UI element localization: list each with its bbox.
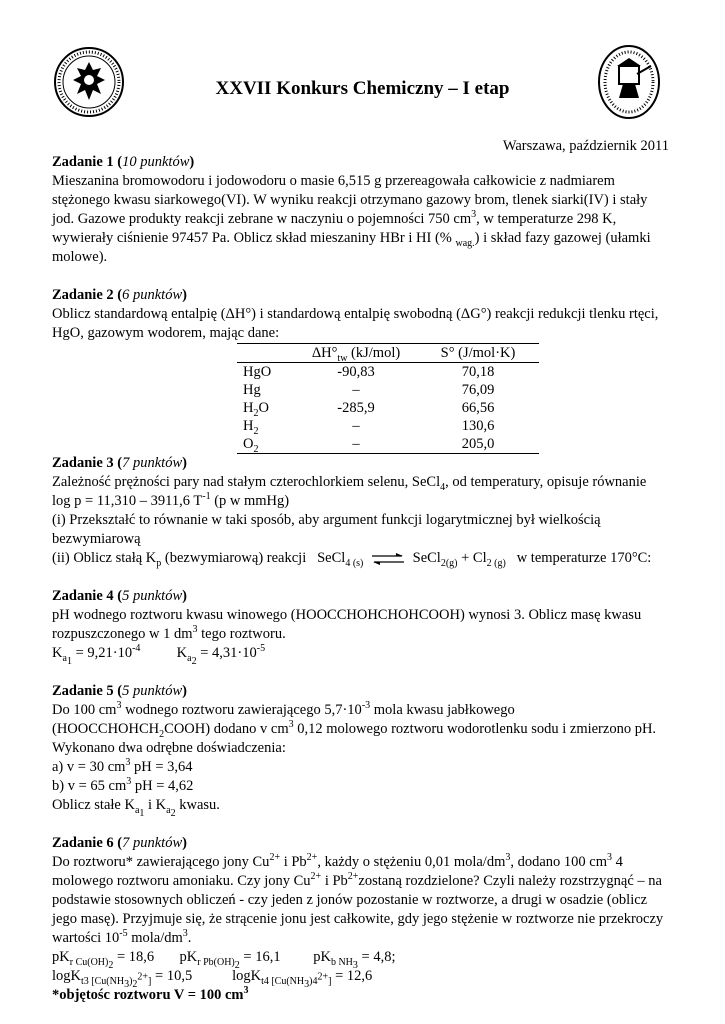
- task-2-heading: Zadanie 2 (6 punktów): [52, 287, 187, 303]
- task-5-heading: Zadanie 5 (5 punktów): [52, 683, 187, 699]
- page-title: XXVII Konkurs Chemiczny – I etap: [215, 78, 510, 99]
- task-1-line: stężonego kwasu siarkowego(VI). W wyniku reakcji otrzymano gazowy brom, tlenek siarki(IV) i stały: [52, 192, 648, 208]
- task-6-line: podstawie stosownych obliczeń - czy jeden z jonów pozostanie w roztworze, a drugi w osadzie (oblicz: [52, 892, 648, 908]
- task-2-line: HgO, gazowym wodorem, mając dane:: [52, 325, 280, 341]
- task-6: [52, 834, 672, 1005]
- task-6-line: molowego roztworu amoniaku. Czy jony $Cu^{2+}$ i $Pb^{2+}zostaną$ rozdzielone? Czyli należy rozstrzygnąć – na: [52, 871, 662, 889]
- task-5-line: b) v = 65 $cm^3$ pH = 4,62: [52, 776, 194, 794]
- task-6-pk-values: $pK_{r Cu(OH)_2} = 18,6$ $pK_{r Pb(OH)_2} = 16,1$ $pK_{b NH_3} = 4,8$;: [52, 949, 396, 971]
- thermo-data-table: [237, 343, 539, 454]
- col-entropy-header: S° (J/mol·K): [417, 344, 539, 363]
- task-1-line: molowe).: [52, 249, 108, 265]
- task-6-line: wartości $10^{-5}$ mola/$dm^3$.: [52, 928, 192, 946]
- task-6-heading: Zadanie 6 (7 punktów): [52, 835, 187, 851]
- task-3-reaction-line: (ii) Oblicz stałą $K_p$ (bezwymiarową) reakcji SeCl$_{4 (s)}$ SeCl$_{2(g)}$ + $Cl_{2 (g)}$ w temperaturze 170°C:: [52, 550, 652, 569]
- task-6-line: jego masę). Przyjmuje się, że strącenie jonu jest całkowite, gdy jego stężenie w roztworze nie przekroczy: [52, 911, 664, 927]
- task-6-note: *objętośc roztworu V = 100 $cm^3$: [52, 985, 249, 1003]
- task-1-line: wywierały ciśnienie 97457 Pa. Oblicz skład mieszaniny HBr i HI (% $_{wag.}$) i skład fazy gazowej (ułamki: [52, 230, 651, 249]
- task-3-line: log p = 11,310 – 3911,6 $T^{-1}$ (p w mmHg): [52, 491, 290, 509]
- task-4-line: pH wodnego roztworu kwasu winowego (HOOCCHOHCHOHCOOH) wynosi 3. Oblicz masę kwasu: [52, 607, 642, 623]
- equilibrium-arrows-icon: [371, 553, 405, 565]
- task-4-line: rozpuszczonego w 1 $dm^3$ tego roztworu.: [52, 624, 286, 642]
- task-5-line: Do 100 $cm^3$ wodnego roztworu zawierającego $5,7\cdot 10^{-3}$ mola kwasu jabłkowego: [52, 700, 515, 718]
- task-1-line: Mieszanina bromowodoru i jodowodoru o masie 6,515 g przereagowała całkowicie z nadmiarem: [52, 173, 615, 189]
- table-row: $H_2O$ -285,9 66,56: [243, 400, 495, 419]
- task-4: [52, 587, 672, 667]
- table-row: $O_2$ – 205,0: [237, 435, 539, 454]
- dateline: Warszawa, październik 2011: [502, 138, 669, 154]
- task-3-line: (i) Przekształć to równanie w taki sposób, aby argument funkcji logarytmicznej był wielkością: [52, 512, 601, 528]
- task-4-heading: Zadanie 4 (5 punktów): [52, 588, 187, 604]
- task-5-line: $(HOOCCHOHCH_2COOH)$ dodano v $cm^3$ 0,12 molowego roztworu wodorotlenku sodu i zmierzono pH.: [52, 719, 657, 740]
- task-2: [52, 286, 672, 454]
- task-3-heading: Zadanie 3 (7 punktów): [52, 455, 187, 471]
- task-2-line: Oblicz standardową entalpię (ΔH°) i standardową entalpię swobodną (ΔG°) reakcji redukcji tlenku rtęci,: [52, 306, 659, 322]
- col-enthalpy-header: $\Delta H^\circ_{tw}$ (kJ/mol): [295, 344, 417, 363]
- content: [52, 153, 672, 1005]
- task-1-heading: Zadanie 1 (10 punktów): [52, 154, 195, 170]
- task-1-line: jod. Gazowe produkty reakcji zebrane w naczyniu o pojemności 750 $cm^3$, w temperaturze 298 K,: [52, 209, 617, 227]
- task-5: [52, 682, 672, 819]
- task-5-line: Wykonano dwa odrębne doświadczenia:: [52, 740, 286, 756]
- task-6-logk-values: logK$_{t3 [Cu(NH_3)_2^{2+}]}$ = 10,5 logK$_{t4 [Cu(NH_3)4^{2+}]}$ = 12,6: [52, 968, 373, 990]
- task-5-line: Oblicz stałe $K_{a_1}$ i $K_{a_2}$ kwasu.: [52, 797, 220, 819]
- task-6-line: Do roztworu* zawierającego jony $Cu^{2+}$ i $Pb^{2+}$, każdy o stężeniu 0,01 mola/$dm^3$, dodano 100 $cm^3$ 4: [52, 852, 623, 870]
- table-row: $H_2$ – 130,6: [243, 418, 495, 437]
- table-header-row: [237, 344, 539, 363]
- table-row: Hg – 76,09: [243, 382, 495, 398]
- task-3-line: bezwymiarową: [52, 531, 141, 547]
- table-row: HgO -90,83 70,18: [243, 364, 495, 380]
- task-3-line: Zależność prężności pary nad stałym czterochlorkiem selenu, SeCl$_4$, od temperatury, opisuje równanie: [52, 474, 647, 493]
- task-5-line: a) v = 30 $cm^3$ pH = 3,64: [52, 757, 193, 775]
- task-1: [52, 153, 672, 267]
- task-4-constants: $K_{a_1} = 9,21\cdot 10^{-4}$ $K_{a_2} = 4,31\cdot 10^{-5}$: [52, 643, 266, 667]
- task-3: [52, 454, 672, 568]
